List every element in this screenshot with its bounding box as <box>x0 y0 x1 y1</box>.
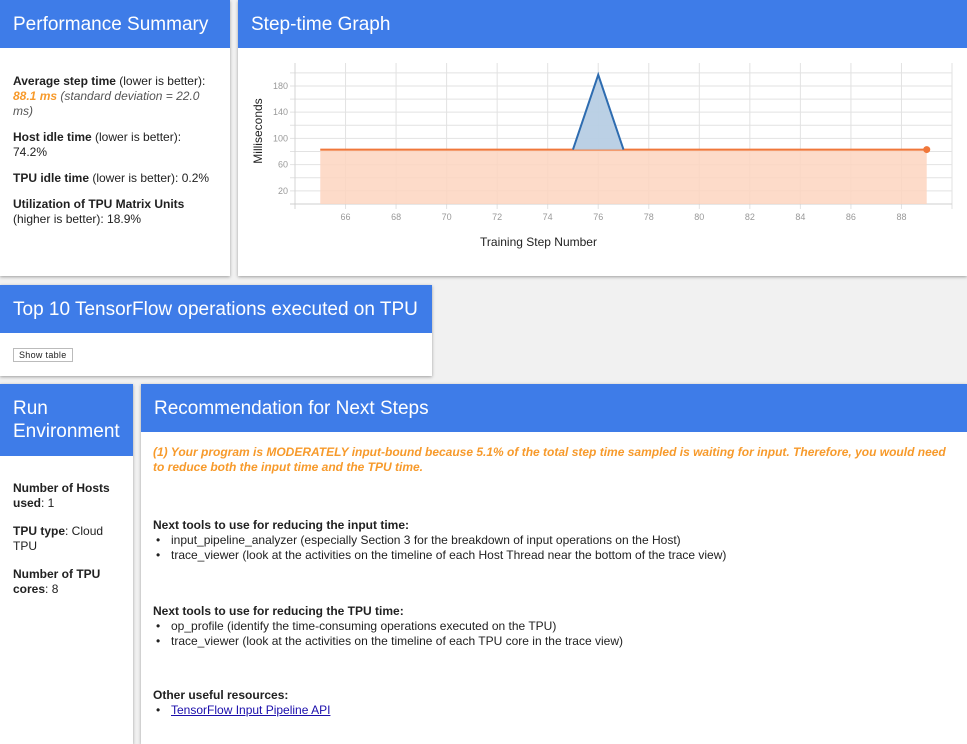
other-resources-heading: Other useful resources: <box>153 688 289 702</box>
svg-text:78: 78 <box>643 212 654 222</box>
input-bound-warning: (1) Your program is MODERATELY input-bound because 5.1% of the total step time sampled is waiting for input. Therefore, you would need to reduce both the input time and the TPU time. <box>153 445 946 474</box>
svg-text:84: 84 <box>795 212 806 222</box>
avg-step-value: 88.1 ms <box>13 89 58 103</box>
hosts-used: Number of Hosts used: 1 <box>13 481 110 510</box>
step-time-graph-title: Step-time Graph <box>238 0 967 48</box>
svg-text:68: 68 <box>391 212 402 222</box>
host-idle-time: Host idle time (lower is better): 74.2% <box>13 130 182 159</box>
run-environment-title: Run Environment <box>0 384 133 456</box>
svg-text:74: 74 <box>542 212 553 222</box>
recommendation-card <box>141 384 967 744</box>
svg-text:80: 80 <box>694 212 705 222</box>
tpu-tools-list <box>153 619 955 649</box>
svg-text:82: 82 <box>744 212 755 222</box>
svg-text:88: 88 <box>896 212 907 222</box>
svg-text:76: 76 <box>593 212 604 222</box>
other-resources-list <box>153 703 955 718</box>
input-tools-heading: Next tools to use for reducing the input time: <box>153 518 410 532</box>
tpu-idle-time: TPU idle time (lower is better): 0.2% <box>13 171 210 185</box>
list-item: • trace_viewer (look at the activities on the timeline of each TPU core in the trace view) <box>171 634 955 649</box>
svg-text:140: 140 <box>272 107 288 118</box>
svg-text:86: 86 <box>845 212 856 222</box>
recommendation-title: Recommendation for Next Steps <box>141 384 967 432</box>
list-item: • input_pipeline_analyzer (especially Section 3 for the breakdown of input operations on the Host) <box>171 533 955 548</box>
tpu-cores: Number of TPU cores: 8 <box>13 567 101 596</box>
list-item <box>171 703 955 718</box>
svg-text:66: 66 <box>340 212 351 222</box>
svg-text:70: 70 <box>441 212 452 222</box>
input-tools-list <box>153 533 955 563</box>
show-table-button[interactable]: Show table <box>13 348 73 362</box>
top10-ops-title: Top 10 TensorFlow operations executed on TPU <box>0 285 432 333</box>
tpu-type: TPU type: Cloud TPU <box>13 524 104 553</box>
svg-text:Milliseconds: Milliseconds <box>251 98 265 164</box>
list-item: • op_profile (identify the time-consuming operations executed on the TPU) <box>171 619 955 634</box>
svg-text:60: 60 <box>277 159 288 170</box>
performance-summary-title: Performance Summary <box>0 0 230 48</box>
list-item: • trace_viewer (look at the activities on the timeline of each Host Thread near the bottom of the trace view) <box>171 548 955 563</box>
tpu-utilization: Utilization of TPU Matrix Units (higher is better): 18.9% <box>13 197 185 226</box>
top10-ops-card <box>0 285 432 376</box>
run-environment-card <box>0 384 133 744</box>
svg-text:72: 72 <box>492 212 503 222</box>
performance-summary-card <box>0 0 230 276</box>
svg-text:180: 180 <box>272 80 288 91</box>
avg-step-time: Average step time (lower is better): 88.1 ms (standard deviation = 22.0 ms) <box>13 74 206 118</box>
svg-text:100: 100 <box>272 133 288 144</box>
tpu-tools-heading: Next tools to use for reducing the TPU time: <box>153 604 404 618</box>
svg-text:Training Step Number: Training Step Number <box>480 235 597 249</box>
svg-text:20: 20 <box>277 185 288 196</box>
step-time-graph-card <box>238 0 967 276</box>
tf-input-pipeline-link[interactable]: TensorFlow Input Pipeline API <box>171 703 331 717</box>
step-time-chart[interactable] <box>238 48 967 276</box>
